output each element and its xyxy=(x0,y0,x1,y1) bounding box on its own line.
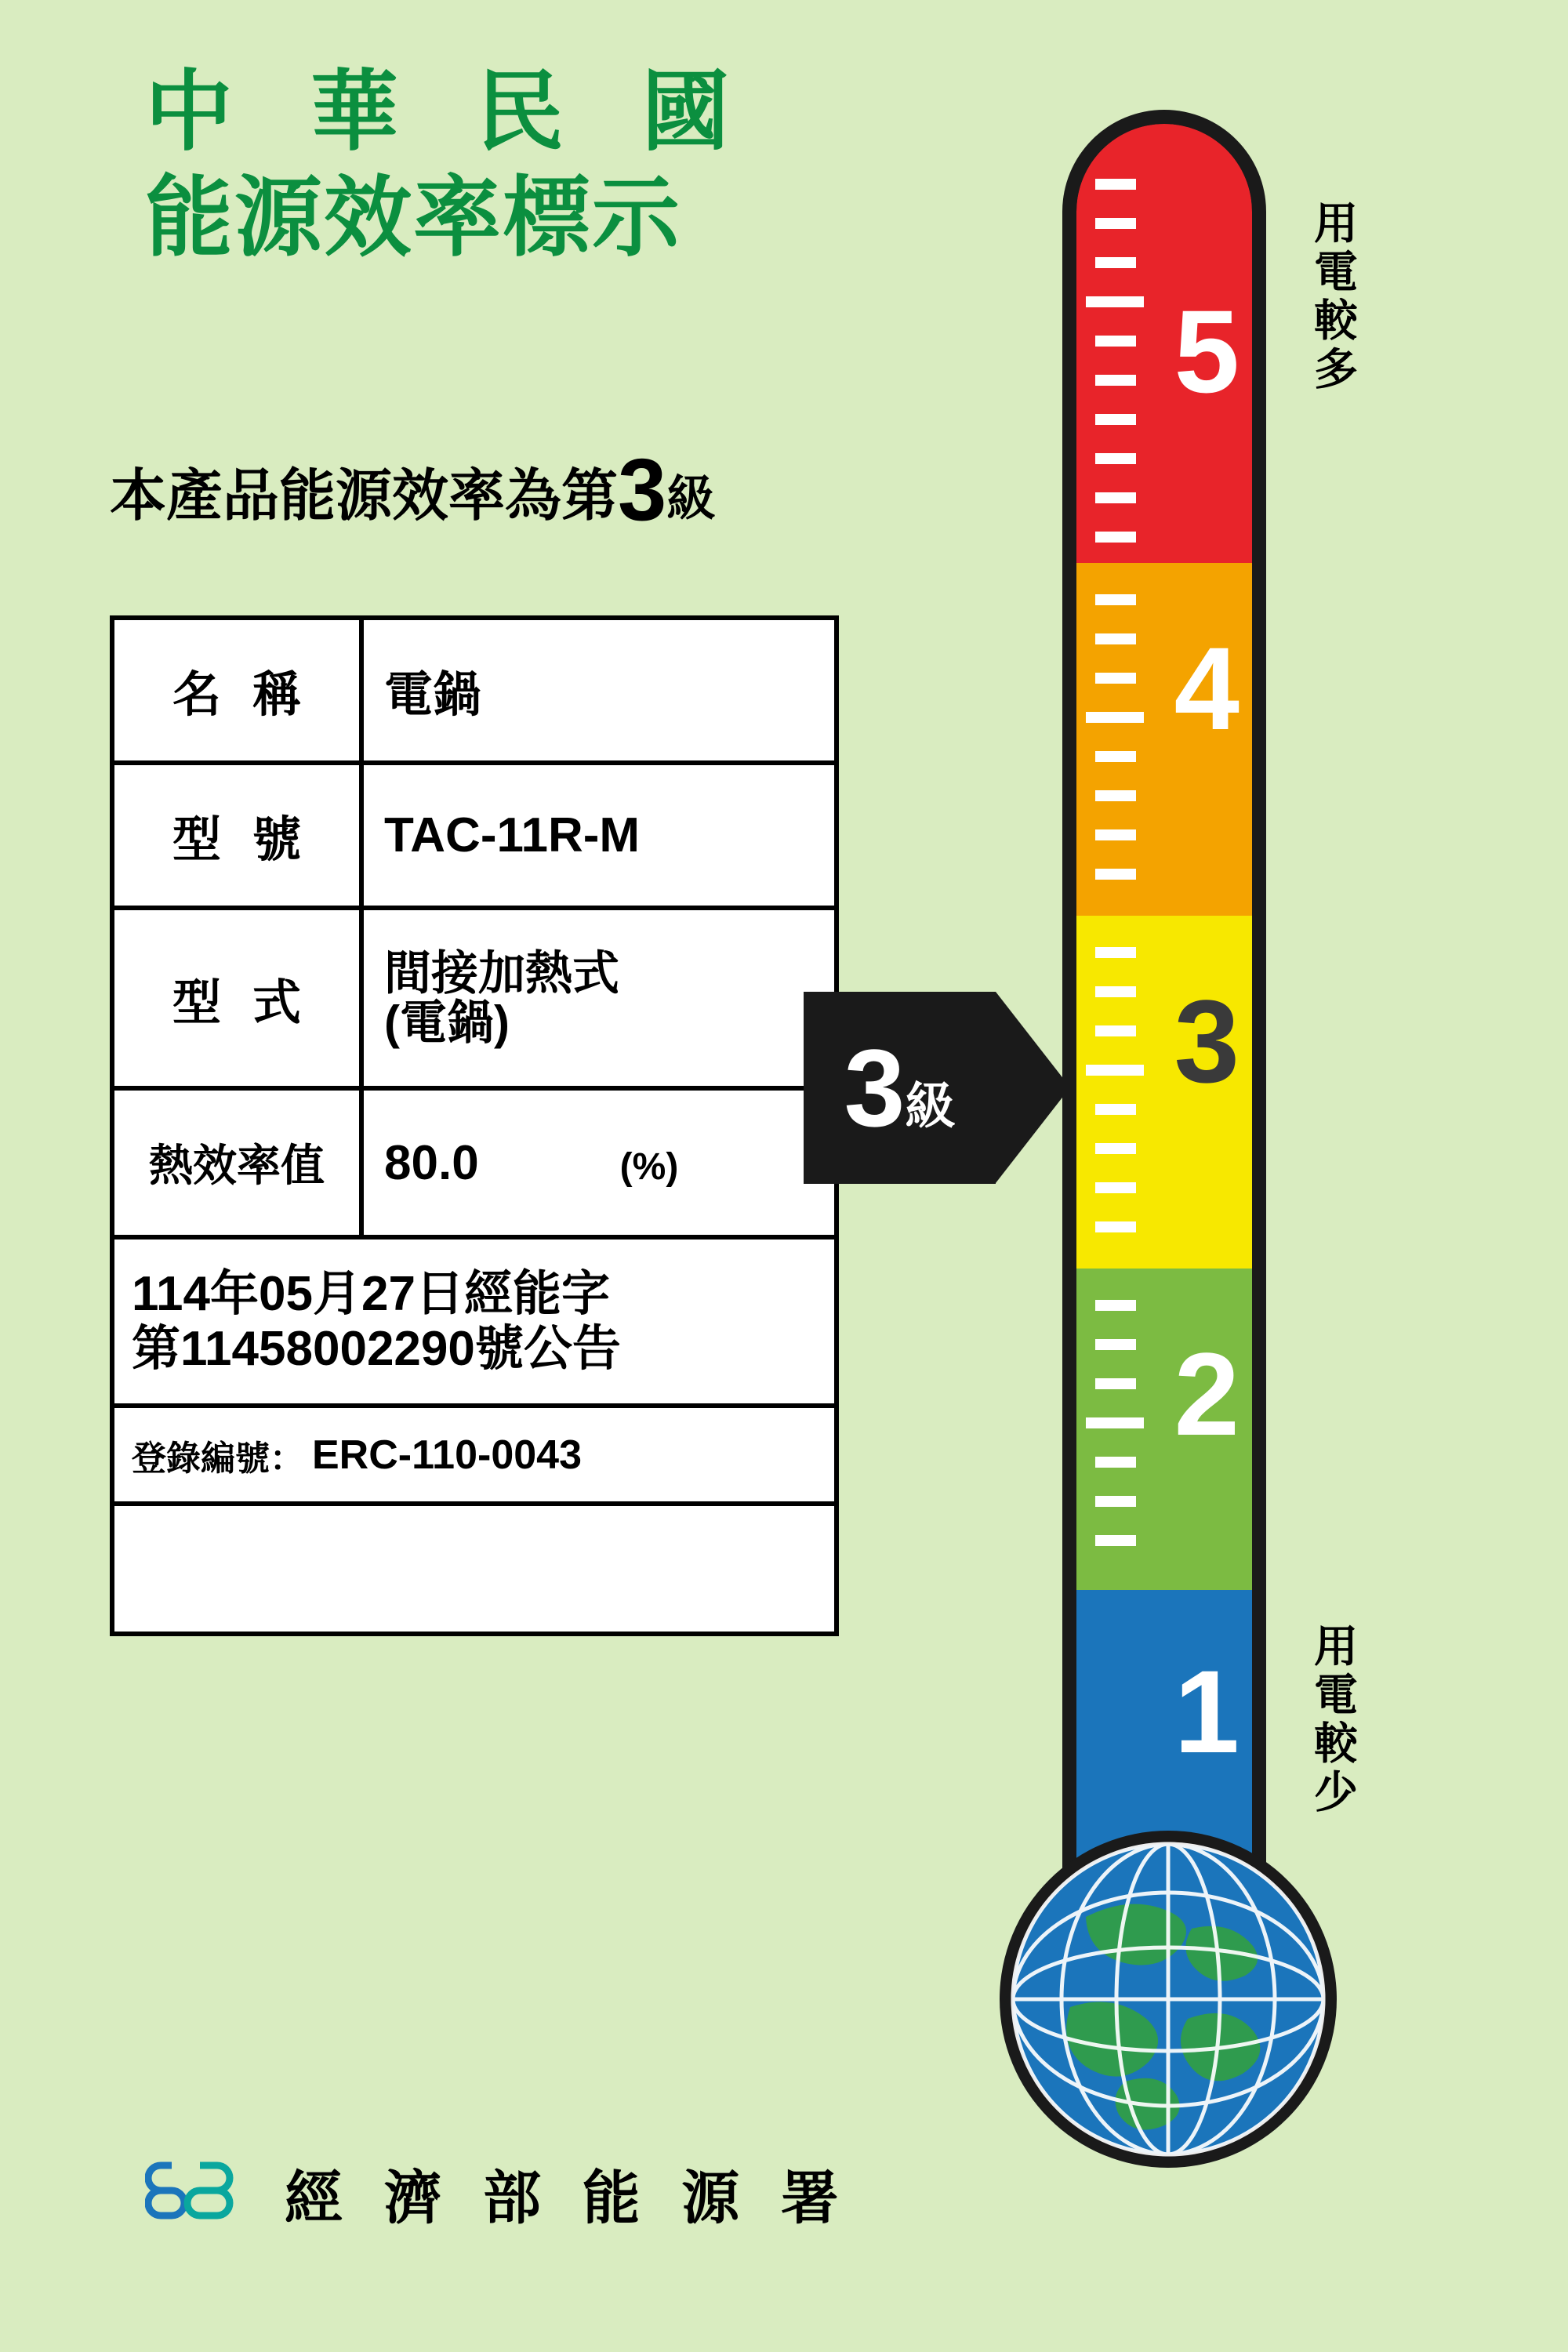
registration-label: 登錄編號： xyxy=(132,1439,304,1478)
thermometer-level-4: 4 xyxy=(1174,622,1240,754)
efficiency-number: 80.0 xyxy=(384,1135,479,1190)
thermometer-level-1: 1 xyxy=(1174,1646,1240,1777)
notice-line-2: 第11458002290號公告 xyxy=(132,1321,621,1376)
agency-name: 經 濟 部 能 源 署 xyxy=(285,2165,851,2230)
thermometer-ticks xyxy=(1095,124,1153,1913)
registration-text xyxy=(114,1408,582,1501)
title-block xyxy=(145,63,929,267)
label-more-electricity: 用電較多 xyxy=(1308,200,1358,394)
row-value-efficiency xyxy=(364,1091,834,1235)
row-value-type-line1: 間接加熱式 xyxy=(384,947,619,1000)
footer xyxy=(145,2152,851,2235)
callout-text xyxy=(804,992,996,1184)
grade-callout-arrow xyxy=(804,992,1070,1184)
grade-sentence-prefix: 本產品能源效率為第 xyxy=(110,465,619,528)
row-label-type: 型式 xyxy=(114,910,364,1086)
efficiency-thermometer xyxy=(1062,110,1266,1913)
globe-icon xyxy=(992,1823,1345,2176)
registration-value: ERC-110-0043 xyxy=(312,1432,582,1478)
energy-bureau-logo-icon xyxy=(145,2156,245,2231)
notice-line-1: 114年05月27日經能字 xyxy=(132,1267,610,1322)
row-label-efficiency: 熱效率值 xyxy=(114,1091,364,1235)
title-line-1: 中 華 民 國 xyxy=(145,63,757,161)
table-row-efficiency xyxy=(114,1091,834,1240)
grade-sentence-suffix: 級 xyxy=(666,472,716,526)
row-value-name: 電鍋 xyxy=(384,668,482,722)
blank-area xyxy=(114,1506,834,1632)
row-value-type xyxy=(364,910,834,1086)
table-row-model xyxy=(114,765,834,910)
table-row-registration xyxy=(114,1408,834,1506)
spec-table xyxy=(110,615,839,1636)
notice-text xyxy=(114,1240,621,1403)
table-row-notice xyxy=(114,1240,834,1408)
efficiency-unit: (%) xyxy=(619,1145,679,1188)
row-value-type-line2: (電鍋) xyxy=(384,996,510,1049)
row-value-model: TAC-11R-M xyxy=(384,808,641,862)
table-row-name xyxy=(114,620,834,765)
callout-arrow-icon xyxy=(996,992,1070,1183)
row-label-name: 名稱 xyxy=(114,620,364,760)
title-line-2: 能源效率標示 xyxy=(145,169,681,267)
thermometer-level-2: 2 xyxy=(1174,1328,1240,1460)
thermometer-level-5: 5 xyxy=(1174,285,1240,417)
callout-grade-suffix: 級 xyxy=(905,1078,956,1134)
row-label-model: 型號 xyxy=(114,765,364,906)
grade-sentence xyxy=(110,439,715,540)
label-less-electricity: 用電較少 xyxy=(1308,1623,1358,1817)
table-row-type xyxy=(114,910,834,1091)
callout-grade-number: 3 xyxy=(844,1025,906,1149)
thermometer-level-3: 3 xyxy=(1174,975,1240,1107)
grade-sentence-number: 3 xyxy=(618,441,667,539)
thermometer-scale xyxy=(1076,124,1252,1913)
table-row-blank xyxy=(114,1506,834,1632)
